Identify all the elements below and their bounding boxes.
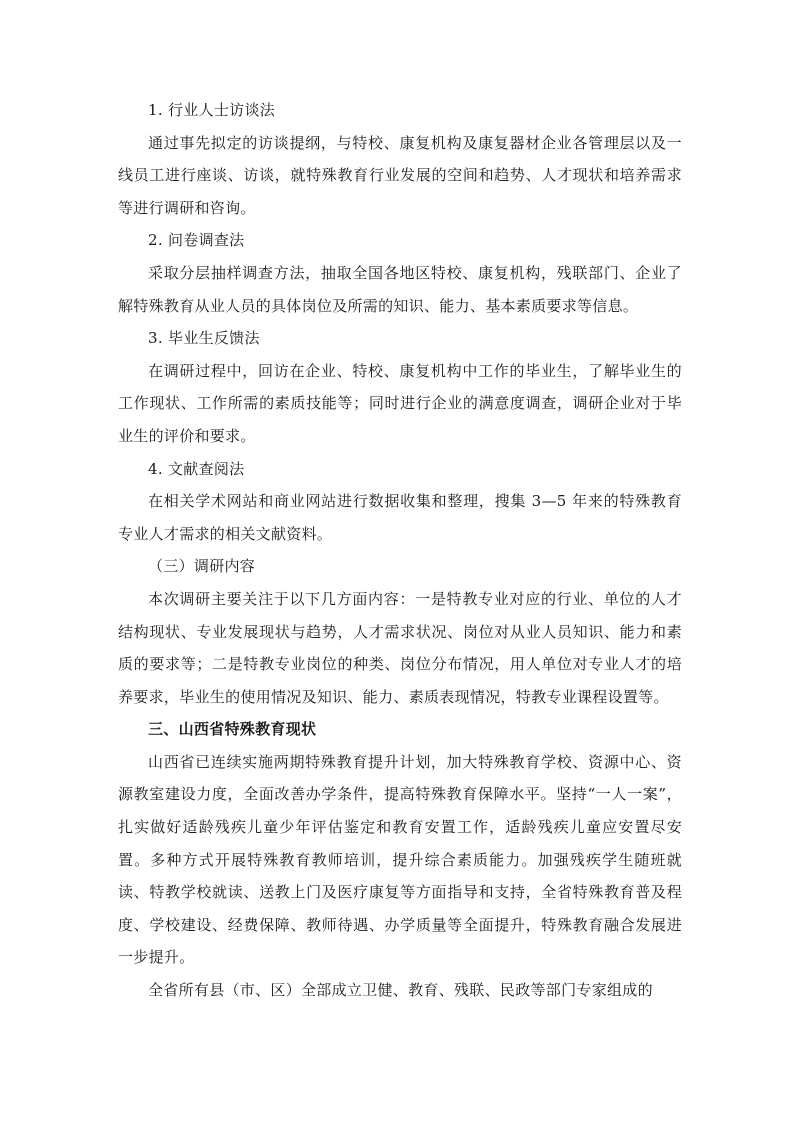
shanxi-status-paragraph: 山西省已连续实施两期特殊教育提升计划，加大特殊教育学校、资源中心、资源教室建设力度，全面改善办学条件，提高特殊教育保障水平。坚持“一人一案”，扎实做好适龄残疾儿童少年评估鉴定和教育安置工作，适龄残疾儿童应安置尽安置。多种方式开展特殊教育教师培训，提升综合素质能力。加强残疾学生随班就读、特教学校就读、送教上门及医疗康复等方面指导和支持，全省特殊教育普及程度、学校建设、经费保障、教师待遇、办学质量等全面提升，特殊教育融合发展进一步提升。 [118,752,682,967]
shanxi-county-paragraph: 全省所有县（市、区）全部成立卫健、教育、残联、民政等部门专家组成的 [148,981,653,1000]
method-heading-graduate-feedback: 3. 毕业生反馈法 [148,329,260,348]
method-heading-interview: 1. 行业人士访谈法 [148,101,276,119]
document-body [118,94,682,1007]
method-paragraph-interview: 通过事先拟定的访谈提纲，与特校、康复机构及康复器材企业各管理层以及一线员工进行座谈、访谈，就特殊教育行业发展的空间和趋势、人才现状和培养需求等进行调研和咨询。 [118,133,682,217]
method-paragraph-graduate-feedback: 在调研过程中，回访在企业、特校、康复机构中工作的毕业生，了解毕业生的工作现状、工作所需的素质技能等；同时进行企业的满意度调查，调研企业对于毕业生的评价和要求。 [118,361,682,445]
method-paragraph-literature: 在相关学术网站和商业网站进行数据收集和整理，搜集 3—5 年来的特殊教育专业人才需求的相关文献资料。 [118,492,682,543]
method-heading-literature: 4. 文献查阅法 [148,459,245,478]
method-heading-questionnaire: 2. 问卷调查法 [148,231,245,250]
method-paragraph-questionnaire: 采取分层抽样调查方法，抽取全国各地区特校、康复机构，残联部门、企业了解特殊教育从业人员的具体岗位及所需的知识、能力、基本素质要求等信息。 [118,263,682,315]
research-content-paragraph: 本次调研主要关注于以下几方面内容：一是特教专业对应的行业、单位的人才结构现状、专业发展现状与趋势，人才需求状况、岗位对从业人员知识、能力和素质的要求等；二是特教专业岗位的种类、岗位分布情况，用人单位对专业人才的培养要求，毕业生的使用情况及知识、能力、素质表现情况，特教专业课程设置等。 [118,589,682,706]
subsection-heading-research-content: （三）调研内容 [148,557,256,576]
section-heading-shanxi-status: 三、山西省特殊教育现状 [148,720,317,739]
